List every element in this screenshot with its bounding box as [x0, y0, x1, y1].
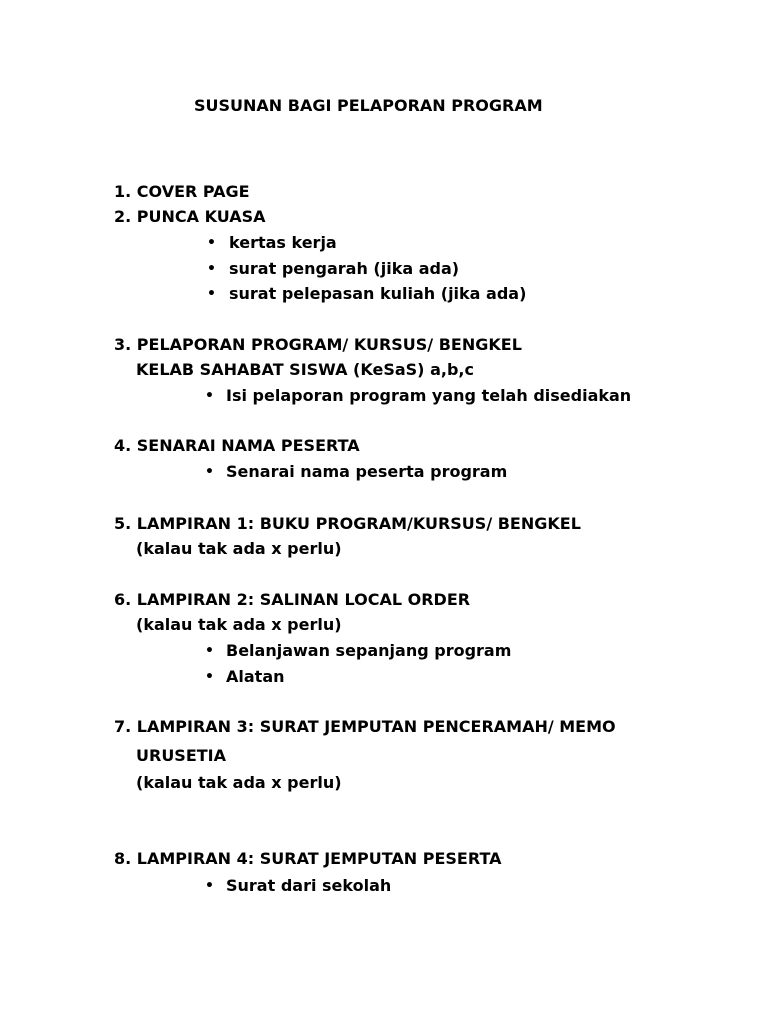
bullet-icon: •	[205, 388, 214, 404]
section-8-bullet-1: Surat dari sekolah	[226, 876, 392, 895]
bullet-icon: •	[207, 235, 216, 251]
section-4-heading: 4. SENARAI NAMA PESERTA	[114, 436, 360, 455]
section-4-bullet-1: Senarai nama peserta program	[226, 462, 508, 481]
section-6-bullet-2: Alatan	[226, 667, 285, 686]
section-5-note: (kalau tak ada x perlu)	[136, 539, 342, 558]
section-3-heading: 3. PELAPORAN PROGRAM/ KURSUS/ BENGKEL	[114, 335, 522, 354]
document-title: SUSUNAN BAGI PELAPORAN PROGRAM	[194, 96, 543, 115]
section-7-note: (kalau tak ada x perlu)	[136, 773, 342, 792]
section-1-heading: 1. COVER PAGE	[114, 182, 250, 201]
section-2-heading: 2. PUNCA KUASA	[114, 207, 266, 226]
section-2-bullet-1: kertas kerja	[229, 233, 337, 252]
section-7-heading: 7. LAMPIRAN 3: SURAT JEMPUTAN PENCERAMAH/ MEMO	[114, 717, 616, 736]
bullet-icon: •	[207, 261, 216, 277]
section-6-note: (kalau tak ada x perlu)	[136, 615, 342, 634]
section-2-bullet-3: surat pelepasan kuliah (jika ada)	[229, 284, 527, 303]
bullet-icon: •	[207, 286, 216, 302]
section-5-heading: 5. LAMPIRAN 1: BUKU PROGRAM/KURSUS/ BENGKEL	[114, 514, 581, 533]
bullet-icon: •	[205, 464, 214, 480]
bullet-icon: •	[205, 643, 214, 659]
section-6-heading: 6. LAMPIRAN 2: SALINAN LOCAL ORDER	[114, 590, 471, 609]
section-8-heading: 8. LAMPIRAN 4: SURAT JEMPUTAN PESERTA	[114, 849, 502, 868]
bullet-icon: •	[205, 878, 214, 894]
section-6-bullet-1: Belanjawan sepanjang program	[226, 641, 512, 660]
section-3-heading-cont: KELAB SAHABAT SISWA (KeSaS) a,b,c	[136, 360, 474, 379]
section-3-bullet-1: Isi pelaporan program yang telah disediakan	[226, 386, 632, 405]
bullet-icon: •	[205, 669, 214, 685]
section-7-heading-cont: URUSETIA	[136, 746, 227, 765]
section-2-bullet-2: surat pengarah (jika ada)	[229, 259, 460, 278]
